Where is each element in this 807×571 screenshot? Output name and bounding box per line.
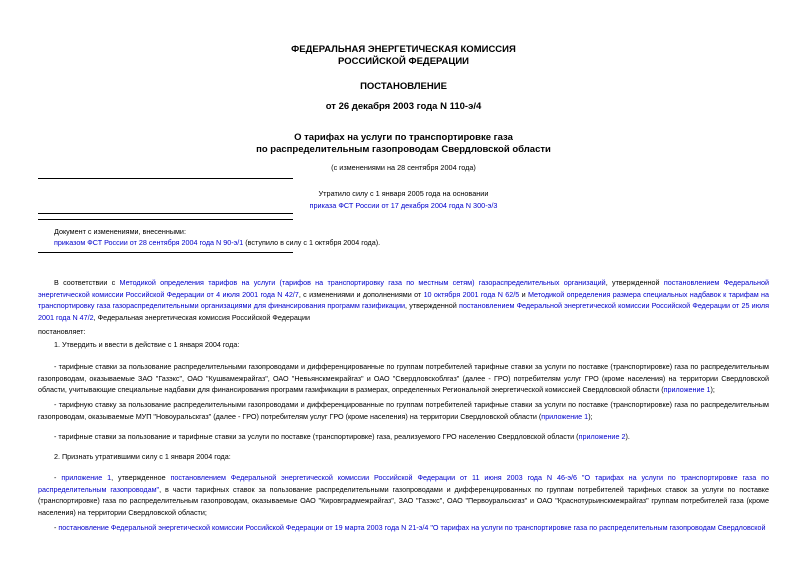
decides-label: постановляет: [38, 327, 86, 336]
appendix-1-link[interactable]: приложение 1 [541, 411, 589, 421]
divider [38, 178, 293, 179]
org-name-line2: РОССИЙСКОЙ ФЕДЕРАЦИИ [337, 56, 469, 67]
resolution-46-e6-link[interactable]: постановлением Федеральной энергетической комиссии Российской Федерации от 11 июня 2003 года N 46-э/6 "О тарифах на услуги по транспортировке газа по распределительным газопроводам" [38, 473, 770, 494]
preamble-text: и [519, 289, 528, 299]
preamble-text: , утвержденной [405, 301, 459, 311]
doc-type: ПОСТАНОВЛЕНИЕ [360, 81, 447, 92]
doc-title-line2: по распределительным газопроводам Свердловской области [256, 144, 551, 155]
bullet-4 [38, 472, 769, 518]
bullet-2-tail: ); [588, 411, 593, 421]
bullet-2 [38, 399, 769, 422]
expired-link-line [0, 201, 807, 211]
item-1: 1. Утвердить и ввести в действие с 1 января 2004 года: [54, 340, 240, 349]
resolution-47-2-link[interactable]: постановлением Федеральной энергетической комиссии Российской Федерации от 25 июля 2001 года N 47/2 [38, 301, 770, 322]
appendix-1-link[interactable]: приложение 1 [61, 473, 112, 482]
bullet-1-tail: ); [710, 385, 715, 395]
divider [38, 219, 293, 220]
doc-title-line1: О тарифах на услуги по транспортировке газа [294, 132, 513, 143]
bullet-4-text: , в части тарифных ставок за пользование распределительными газопроводами и дифференцированных по группам потребителей тарифных ставок за услуги по поставке (транспортировке) газа по распределительным газопроводам, оказываемые ОАО "Кировградмежрайгаз", ЗАО "Газэкс", ОАО "Первоуральскгаз" и ОАО "Краснотурьинскмежрайгаз" группам потребителей газа (кроме населения) на территории Свердловской области; [38, 484, 769, 517]
divider [38, 252, 293, 253]
divider [38, 213, 293, 214]
bullet-5-text: - [54, 523, 59, 532]
changes-note: (с изменениями на 28 сентября 2004 года) [331, 163, 476, 172]
preamble-text: , с изменениями и дополнениями от [298, 289, 424, 299]
preamble-text: В соответствии с [54, 278, 120, 287]
amendment-order-link[interactable]: приказом ФСТ России от 28 сентября 2004 года N 90-э/1 [54, 238, 244, 247]
bullet-1 [38, 361, 769, 396]
item-2: 2. Признать утратившими силу с 1 января 2004 года: [54, 452, 231, 461]
preamble-text: , Федеральная энергетическая комиссия Российской Федерации [93, 312, 311, 322]
doc-date-number: от 26 декабря 2003 года N 110-э/4 [325, 101, 482, 112]
bullet-4-text: - [54, 473, 62, 482]
amendment-label: Документ с изменениями, внесенными: [54, 227, 186, 236]
org-name-line1: ФЕДЕРАЛЬНАЯ ЭНЕРГЕТИЧЕСКАЯ КОМИССИЯ [291, 44, 516, 55]
bullet-3 [54, 431, 769, 443]
bullet-2-text: - тарифную ставку за пользование распределительными газопроводами и дифференцированные по группам потребителей тарифные ставки за услуги по поставке (транспортировке) газа по распределительным газопроводам, оказываемые МУП "Новоуральскгаз" (далее - ГРО) потребителям услуг ГРО (кроме населения) на территории Свердловской области ( [38, 400, 769, 421]
amendment-tail: (вступило в силу с 1 октября 2004 года). [243, 238, 381, 247]
surcharge-methodology-link[interactable]: Методикой определения размера специальных надбавок к тарифам на транспортировку газа газораспределительными организациями для финансирования программ газификации [38, 289, 769, 311]
resolution-42-7-link[interactable]: постановлением Федеральной энергетической комиссии Российской Федерации от 4 июля 2001 года N 42/7 [38, 278, 769, 299]
methodology-link[interactable]: Методикой определения тарифов на услуги (тарифов на транспортировку газа по местным сетям) газораспределительных организаций [119, 278, 606, 287]
appendix-2-link[interactable]: приложение 2 [578, 432, 626, 441]
preamble-text: , утвержденной [605, 278, 664, 287]
resolution-21-e4-link[interactable]: постановление Федеральной энергетической комиссии Российской Федерации от 19 марта 2003 года N 21-э/4 "О тарифах на услуги по транспортировке газа по распределительным газопроводам Свердловской [58, 523, 766, 532]
bullet-5 [54, 522, 807, 534]
resolution-62-5-link[interactable]: 10 октября 2001 года N 62/5 [423, 289, 520, 299]
expired-order-link[interactable]: приказа ФСТ России от 17 декабря 2004 года N 300-э/3 [309, 201, 498, 210]
expired-note: Утратило силу с 1 января 2005 года на основании [318, 189, 489, 198]
bullet-3-tail: ). [625, 432, 630, 441]
preamble-paragraph [38, 277, 769, 323]
bullet-3-text: - тарифные ставки за пользование и тарифные ставки за услуги по поставке (транспортировке) газа, реализуемого ГРО населению Свердловской области ( [54, 432, 579, 441]
amendment-line [54, 237, 380, 249]
appendix-1-link[interactable]: приложение 1 [663, 385, 711, 395]
bullet-4-text: , утвержденное [111, 473, 171, 482]
bullet-1-text: - тарифные ставки за пользование распределительными газопроводами и дифференцированные по группам потребителей тарифные ставки за услуги по поставке (транспортировке) газа по распределительным газопроводам, оказываемые ЗАО "Газэкс", ОАО "Кушвамежрайгаз", ОАО "Невьянскмежрайгаз" и ОАО "Свердловскоблгаз" (далее - ГРО) потребителям услуг ГРО (кроме населения) на территории Свердловской области, учитывающие специальные надбавки для финансирования программ газификации в размерах, определенных Региональной энергетической комиссией Свердловской области ( [38, 362, 769, 395]
